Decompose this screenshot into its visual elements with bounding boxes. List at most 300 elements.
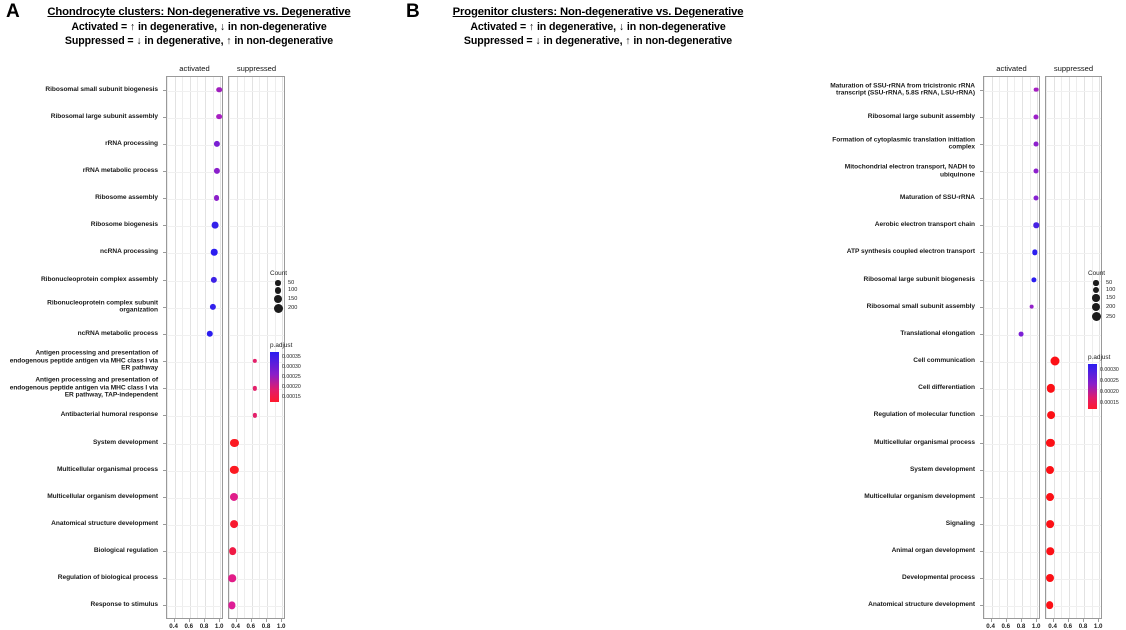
padjust-color-legend (1088, 354, 1126, 409)
y-axis-tick-mark (980, 117, 983, 118)
gridline-horizontal (167, 335, 222, 336)
y-axis-tick-mark (980, 225, 983, 226)
gridline-horizontal (984, 335, 1039, 336)
y-axis-term-label: Mitochondrial electron transport, NADH to ubiquinone (844, 163, 975, 179)
gridline-vertical (220, 77, 221, 618)
count-legend-item (1088, 294, 1115, 301)
count-legend-dot (275, 280, 281, 286)
count-legend-label: 150 (1106, 295, 1116, 302)
padjust-legend-tick-label: 0.00015 (1100, 400, 1119, 407)
y-axis-term-label: Maturation of SSU-rRNA (899, 194, 975, 202)
count-legend-dot (275, 287, 282, 294)
padjust-legend-tick-label: 0.00015 (282, 394, 301, 400)
x-axis-tick-label: 1.0 (1093, 623, 1103, 630)
gridline-vertical (992, 77, 993, 618)
y-axis-tick-mark (980, 388, 983, 389)
data-point (1034, 141, 1039, 146)
panel-a-subtitle-activated: Activated = ↑ in degenerative, ↓ in non-degenerative (71, 20, 327, 33)
x-axis-tick-label: 0.6 (246, 623, 256, 630)
panel-b-letter: B (406, 1, 420, 22)
count-legend-dot-cell (1088, 294, 1104, 301)
y-axis-tick-mark (163, 307, 166, 308)
padjust-colorbar (270, 352, 279, 402)
count-legend-dot (1093, 287, 1099, 293)
gridline-horizontal (1046, 525, 1101, 526)
y-axis-tick-mark (980, 497, 983, 498)
y-axis-term-label: Antigen processing and presentation of endogenous peptide antigen via MHC class I via ER pathway, TAP-independent (9, 376, 158, 400)
count-legend-label: 150 (288, 295, 298, 302)
y-axis-tick-mark (163, 388, 166, 389)
count-legend-dot-cell (1088, 312, 1104, 321)
y-axis-term-label: System development (92, 438, 158, 446)
panel-b-plot (822, 62, 1119, 630)
panel-a-letter: A (6, 1, 20, 22)
data-point (230, 493, 238, 501)
y-axis-term-label: Antigen processing and presentation of endogenous peptide antigen via MHC class I via ER pathway (9, 349, 158, 372)
y-axis-tick-mark (163, 225, 166, 226)
y-axis-term-label: ncRNA metabolic process (77, 330, 158, 338)
count-legend-dot-cell (1088, 303, 1104, 311)
data-point (1029, 304, 1034, 309)
count-legend-label: 100 (1106, 287, 1116, 294)
gridline-horizontal (984, 416, 1039, 417)
x-axis-tick-mark (1068, 619, 1069, 622)
y-axis-term-label: Cell differentiation (918, 384, 975, 392)
padjust-legend-tick-label: 0.00030 (282, 364, 301, 370)
data-point (214, 195, 220, 201)
count-size-legend (1088, 270, 1115, 322)
gridline-horizontal (984, 444, 1039, 445)
gridline-vertical (1099, 77, 1100, 618)
data-point (1034, 169, 1039, 174)
y-axis-tick-mark (163, 578, 166, 579)
panel-b (392, 0, 1119, 630)
y-axis-tick-mark (163, 497, 166, 498)
gridline-horizontal (229, 335, 284, 336)
gridline-horizontal (984, 579, 1039, 580)
y-axis-term-label: Ribosomal small subunit assembly (866, 302, 975, 310)
gridline-horizontal (229, 416, 284, 417)
data-point (216, 114, 222, 120)
panel-a-plot (8, 62, 301, 630)
gridline-horizontal (1046, 498, 1101, 499)
gridline-horizontal (167, 118, 222, 119)
y-axis-term-label: Ribonucleoprotein complex subunit organization (47, 299, 158, 314)
x-axis-tick-label: 0.8 (199, 623, 209, 630)
gridline-horizontal (167, 362, 222, 363)
y-axis-tick-mark (163, 361, 166, 362)
padjust-legend-title: p.adjust (270, 342, 293, 349)
y-axis-tick-mark (980, 443, 983, 444)
gridline-horizontal (984, 552, 1039, 553)
count-legend-dot (274, 304, 283, 313)
gridline-vertical (175, 77, 176, 618)
y-axis-term-label: Ribonucleoprotein complex assembly (40, 275, 158, 283)
count-legend-label: 200 (1106, 303, 1116, 310)
gridline-vertical (213, 77, 214, 618)
data-point (216, 87, 222, 93)
count-legend-item (1088, 312, 1115, 321)
y-axis-tick-mark (163, 90, 166, 91)
y-axis-tick-mark (163, 470, 166, 471)
gridline-horizontal (984, 145, 1039, 146)
y-axis-term-label: rRNA metabolic process (82, 167, 158, 175)
gridline-vertical (999, 77, 1000, 618)
y-axis-tick-mark (163, 605, 166, 606)
count-legend-item (270, 287, 297, 294)
padjust-legend-tick-label: 0.00030 (1100, 366, 1119, 373)
data-point (1051, 357, 1060, 366)
x-axis-tick-mark (251, 619, 252, 622)
y-axis-tick-mark (980, 415, 983, 416)
count-legend-label: 250 (1106, 313, 1116, 320)
data-point (1034, 196, 1039, 201)
count-legend-dot (1093, 280, 1098, 285)
x-axis-tick-mark (219, 619, 220, 622)
panel-a-title: Chondrocyte clusters: Non-degenerative vs. Degenerative (47, 6, 351, 18)
padjust-legend-tick-label: 0.00020 (1100, 389, 1119, 396)
facet-panel-activated (983, 76, 1040, 619)
count-legend-title: Count (270, 270, 288, 277)
gridline-horizontal (1046, 199, 1101, 200)
count-legend-dot-cell (270, 287, 286, 294)
gridline-horizontal (229, 253, 284, 254)
facet-panel-activated (166, 76, 223, 619)
gridline-horizontal (984, 498, 1039, 499)
y-axis-term-label: Ribosome assembly (95, 194, 158, 202)
count-legend-dot (274, 295, 282, 303)
data-point (229, 575, 237, 583)
x-axis-tick-label: 0.8 (1078, 623, 1088, 630)
y-axis-tick-mark (980, 280, 983, 281)
gridline-vertical (197, 77, 198, 618)
y-axis-tick-mark (980, 605, 983, 606)
gridline-horizontal (1046, 91, 1101, 92)
padjust-colorbar-wrap (1088, 364, 1126, 409)
gridline-horizontal (984, 606, 1039, 607)
y-axis-tick-mark (980, 144, 983, 145)
gridline-horizontal (229, 552, 284, 553)
y-axis-term-label: Ribosomal large subunit assembly (50, 112, 158, 120)
padjust-colorbar-ticks (282, 352, 308, 402)
x-axis-tick-label: 0.8 (261, 623, 271, 630)
gridline-horizontal (1046, 579, 1101, 580)
gridline-horizontal (1046, 145, 1101, 146)
panel-a-titles (18, 6, 380, 47)
y-axis-tick-mark (980, 551, 983, 552)
gridline-horizontal (167, 498, 222, 499)
y-axis-tick-mark (980, 90, 983, 91)
gridline-vertical (1046, 77, 1047, 618)
padjust-legend-tick-label: 0.00025 (1100, 377, 1119, 384)
data-point (1046, 520, 1054, 528)
gridline-horizontal (229, 199, 284, 200)
gridline-vertical (1069, 77, 1070, 618)
gridline-horizontal (1046, 253, 1101, 254)
facet-strip-suppressed: suppressed (1053, 64, 1094, 73)
count-legend-label: 50 (1106, 280, 1113, 286)
x-axis-tick-mark (1006, 619, 1007, 622)
gridline-horizontal (984, 281, 1039, 282)
y-axis-tick-mark (163, 334, 166, 335)
data-point (1046, 602, 1054, 610)
panel-b-titles (414, 6, 782, 47)
x-axis-tick-mark (266, 619, 267, 622)
count-legend-item (1088, 287, 1115, 293)
gridline-vertical (1054, 77, 1055, 618)
data-point (1046, 547, 1054, 555)
gridline-vertical (205, 77, 206, 618)
gridline-horizontal (229, 172, 284, 173)
data-point (1046, 466, 1054, 474)
y-axis-tick-mark (980, 524, 983, 525)
x-axis-tick-label: 0.6 (1063, 623, 1073, 630)
y-axis-term-label: Antibacterial humoral response (60, 411, 158, 419)
x-axis-tick-mark (1098, 619, 1099, 622)
y-axis-tick-mark (163, 171, 166, 172)
gridline-vertical (267, 77, 268, 618)
y-axis-tick-mark (980, 334, 983, 335)
count-legend-dot-cell (270, 280, 286, 286)
gridline-horizontal (1046, 172, 1101, 173)
gridline-horizontal (229, 226, 284, 227)
data-point (230, 438, 238, 446)
y-axis-term-label: Response to stimulus (90, 601, 158, 609)
gridline-horizontal (167, 552, 222, 553)
padjust-legend-title: p.adjust (1088, 354, 1111, 361)
gridline-vertical (182, 77, 183, 618)
gridline-horizontal (167, 444, 222, 445)
y-axis-tick-mark (980, 171, 983, 172)
gridline-vertical (259, 77, 260, 618)
count-legend-item (1088, 280, 1115, 286)
gridline-horizontal (984, 253, 1039, 254)
y-axis-tick-mark (980, 198, 983, 199)
x-axis-tick-mark (1021, 619, 1022, 622)
x-axis-tick-mark (236, 619, 237, 622)
y-axis-tick-mark (163, 252, 166, 253)
y-axis-term-label: Ribosomal small subunit biogenesis (45, 85, 158, 93)
gridline-vertical (237, 77, 238, 618)
data-point (1019, 331, 1024, 336)
gridline-horizontal (984, 226, 1039, 227)
y-axis-term-label: Ribosomal large subunit biogenesis (863, 275, 975, 283)
y-axis-tick-mark (163, 280, 166, 281)
count-legend-item (270, 280, 297, 286)
padjust-legend-tick-label: 0.00035 (282, 354, 301, 360)
x-axis-tick-label: 0.4 (169, 623, 178, 630)
panel-a-subtitle-suppressed: Suppressed = ↓ in degenerative, ↑ in non-degenerative (64, 35, 334, 47)
y-axis-tick-mark (163, 198, 166, 199)
count-legend-dot (1092, 303, 1100, 311)
count-legend-dot (1092, 294, 1099, 301)
x-axis-tick-label: 1.0 (1031, 623, 1041, 630)
x-axis-tick-label: 1.0 (214, 623, 224, 630)
padjust-color-legend (270, 342, 308, 402)
x-axis-tick-mark (204, 619, 205, 622)
panel-a (0, 0, 392, 630)
count-legend-item (270, 304, 297, 313)
padjust-colorbar-wrap (270, 352, 308, 402)
x-axis-tick-mark (1036, 619, 1037, 622)
count-legend-label: 200 (288, 305, 298, 312)
facet-strip-activated: activated (179, 64, 210, 73)
gridline-horizontal (1046, 226, 1101, 227)
y-axis-term-label: ATP synthesis coupled electron transport (846, 248, 975, 256)
gridline-vertical (1014, 77, 1015, 618)
x-axis-tick-mark (189, 619, 190, 622)
y-axis-term-label: Formation of cytoplasmic translation initiation complex (832, 136, 975, 151)
data-point (1046, 493, 1054, 501)
panel-b-subtitle-activated: Activated = ↑ in degenerative, ↓ in non-degenerative (470, 20, 726, 33)
gridline-vertical (1061, 77, 1062, 618)
gridline-vertical (167, 77, 168, 618)
gridline-vertical (984, 77, 985, 618)
count-legend-label: 50 (288, 280, 295, 286)
x-axis-tick-mark (1053, 619, 1054, 622)
gridline-horizontal (167, 525, 222, 526)
gridline-horizontal (984, 525, 1039, 526)
y-axis-term-label: ncRNA processing (100, 248, 158, 256)
y-axis-term-label: Anatomical structure development (51, 520, 158, 528)
data-point (211, 249, 218, 256)
y-axis-tick-mark (980, 307, 983, 308)
y-axis-tick-mark (163, 117, 166, 118)
x-axis-tick-label: 0.6 (184, 623, 194, 630)
count-legend-dot-cell (1088, 280, 1104, 285)
gridline-vertical (1022, 77, 1023, 618)
gridline-horizontal (229, 579, 284, 580)
padjust-colorbar-ticks (1100, 364, 1126, 409)
gridline-horizontal (984, 362, 1039, 363)
y-axis-tick-mark (980, 361, 983, 362)
count-legend-item (270, 295, 297, 303)
y-axis-term-label: Cell communication (913, 357, 975, 365)
y-axis-term-label: Biological regulation (93, 547, 158, 555)
y-axis-term-label: Ribosomal large subunit assembly (867, 112, 975, 120)
y-axis-term-label: Multicellular organismal process (873, 438, 975, 446)
y-axis-term-label: Ribosome biogenesis (90, 221, 158, 229)
gridline-vertical (229, 77, 230, 618)
y-axis-term-label: Animal organ development (891, 547, 975, 555)
x-axis-tick-label: 0.4 (986, 623, 995, 630)
y-axis-tick-mark (163, 144, 166, 145)
gridline-horizontal (167, 579, 222, 580)
gridline-horizontal (1046, 335, 1101, 336)
y-axis-tick-mark (163, 443, 166, 444)
count-legend-dot-cell (270, 304, 286, 313)
count-legend-dot-cell (270, 295, 286, 303)
gridline-horizontal (167, 389, 222, 390)
padjust-colorbar (1088, 364, 1097, 409)
facet-panel-suppressed (1045, 76, 1102, 619)
gridline-horizontal (167, 91, 222, 92)
gridline-horizontal (229, 91, 284, 92)
gridline-horizontal (984, 199, 1039, 200)
y-axis-tick-mark (980, 578, 983, 579)
y-axis-tick-mark (980, 470, 983, 471)
gridline-vertical (252, 77, 253, 618)
gridline-vertical (1030, 77, 1031, 618)
y-axis-term-label: rRNA processing (105, 140, 158, 148)
data-point (229, 547, 237, 555)
count-legend-item (1088, 303, 1115, 311)
gridline-horizontal (167, 416, 222, 417)
gridline-horizontal (229, 606, 284, 607)
gridline-vertical (244, 77, 245, 618)
count-size-legend (270, 270, 297, 314)
gridline-horizontal (1046, 118, 1101, 119)
facet-strip-suppressed: suppressed (236, 64, 277, 73)
gridline-horizontal (229, 118, 284, 119)
x-axis-tick-label: 0.4 (231, 623, 240, 630)
facet-strip-activated: activated (996, 64, 1027, 73)
y-axis-term-label: Translational elongation (900, 330, 975, 338)
y-axis-term-label: System development (909, 465, 975, 473)
gridline-vertical (1037, 77, 1038, 618)
y-axis-tick-mark (980, 252, 983, 253)
gridline-horizontal (167, 471, 222, 472)
y-axis-term-label: Anatomical structure development (868, 601, 975, 609)
count-legend-dot-cell (1088, 287, 1104, 293)
gridline-horizontal (167, 606, 222, 607)
gridline-vertical (1076, 77, 1077, 618)
data-point (212, 222, 219, 229)
gridline-horizontal (984, 172, 1039, 173)
gridline-vertical (1092, 77, 1093, 618)
x-axis-tick-mark (1083, 619, 1084, 622)
y-axis-tick-mark (163, 524, 166, 525)
x-axis-tick-label: 0.6 (1001, 623, 1011, 630)
x-axis-tick-label: 1.0 (276, 623, 286, 630)
x-axis-tick-mark (991, 619, 992, 622)
gridline-horizontal (229, 145, 284, 146)
y-axis-term-label: Developmental process (902, 574, 975, 582)
gridline-vertical (1084, 77, 1085, 618)
gridline-horizontal (1046, 552, 1101, 553)
y-axis-term-label: Regulation of molecular function (873, 411, 975, 419)
gridline-horizontal (984, 471, 1039, 472)
panel-b-subtitle-suppressed: Suppressed = ↓ in degenerative, ↑ in non-degenerative (463, 35, 733, 47)
padjust-legend-tick-label: 0.00025 (282, 374, 301, 380)
gridline-horizontal (984, 389, 1039, 390)
y-axis-term-label: Regulation of biological process (57, 574, 158, 582)
y-axis-term-label: Multicellular organismal process (56, 465, 158, 473)
x-axis-tick-label: 0.4 (1048, 623, 1057, 630)
gridline-vertical (190, 77, 191, 618)
count-legend-label: 100 (288, 287, 298, 294)
x-axis-tick-label: 0.8 (1016, 623, 1026, 630)
y-axis-tick-mark (163, 415, 166, 416)
y-axis-term-label: Multicellular organism development (47, 493, 158, 501)
y-axis-tick-mark (163, 551, 166, 552)
gridline-horizontal (984, 91, 1039, 92)
panel-b-title: Progenitor clusters: Non-degenerative vs. Degenerative (452, 6, 744, 18)
gridline-horizontal (1046, 606, 1101, 607)
data-point (230, 520, 238, 528)
gridline-horizontal (1046, 444, 1101, 445)
count-legend-title: Count (1088, 270, 1106, 277)
padjust-legend-tick-label: 0.00020 (282, 384, 301, 390)
count-legend-dot (1092, 312, 1101, 321)
data-point (1046, 574, 1054, 582)
y-axis-term-label: Multicellular organism development (864, 493, 975, 501)
y-axis-term-label: Signaling (945, 520, 975, 528)
y-axis-term-label: Aerobic electron transport chain (874, 221, 975, 229)
data-point (1034, 87, 1039, 92)
x-axis-tick-mark (281, 619, 282, 622)
data-point (1047, 411, 1055, 419)
